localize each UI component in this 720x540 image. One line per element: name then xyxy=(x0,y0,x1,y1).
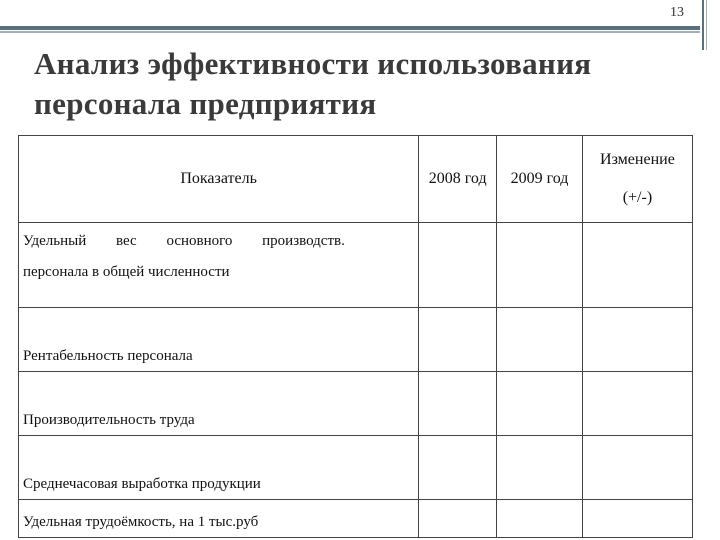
table-row xyxy=(19,308,693,372)
header-2009: 2009 год xyxy=(497,136,583,223)
header-change-sign: (+/-) xyxy=(622,189,653,206)
value-2009-cell xyxy=(497,372,583,436)
table-row xyxy=(19,436,693,500)
indicator-cell: Производительность труда xyxy=(19,372,419,436)
slide-top-bar xyxy=(0,0,720,30)
top-rule xyxy=(0,26,700,30)
value-2009-cell xyxy=(497,308,583,372)
value-2008-cell xyxy=(419,308,497,372)
change-cell xyxy=(582,372,692,436)
value-2008-cell xyxy=(419,223,497,308)
indicator-cell xyxy=(19,223,419,308)
value-2009-cell xyxy=(497,436,583,500)
indicator-cell: Среднечасовая выработка продукции xyxy=(19,436,419,500)
value-2008-cell xyxy=(419,372,497,436)
title-line-2: персонала предприятия xyxy=(34,86,377,121)
change-cell xyxy=(582,500,692,538)
indicator-cell: Удельная трудоёмкость, на 1 тыс.руб xyxy=(19,500,419,538)
table-row xyxy=(19,223,693,308)
slide-title xyxy=(34,44,694,124)
header-change xyxy=(582,136,692,223)
indicators-table xyxy=(18,135,693,538)
indicator-line-1: Удельный вес основного производств. xyxy=(23,233,345,249)
top-rule-thin xyxy=(0,31,700,33)
page-number: 13 xyxy=(670,5,684,20)
value-2009-cell xyxy=(497,223,583,308)
title-line-1: Анализ эффективности использования xyxy=(34,46,592,81)
change-cell xyxy=(582,308,692,372)
value-2008-cell xyxy=(419,436,497,500)
change-cell xyxy=(582,436,692,500)
value-2009-cell xyxy=(497,500,583,538)
change-cell xyxy=(582,223,692,308)
corner-ornament xyxy=(700,0,720,50)
header-2008: 2008 год xyxy=(419,136,497,223)
header-change-label: Изменение xyxy=(600,151,675,168)
indicator-line-2: персонала в общей численности xyxy=(23,264,230,280)
header-indicator: Показатель xyxy=(19,136,419,223)
table-row xyxy=(19,500,693,538)
value-2008-cell xyxy=(419,500,497,538)
indicator-cell: Рентабельность персонала xyxy=(19,308,419,372)
table-header-row xyxy=(19,136,693,223)
table-row xyxy=(19,372,693,436)
